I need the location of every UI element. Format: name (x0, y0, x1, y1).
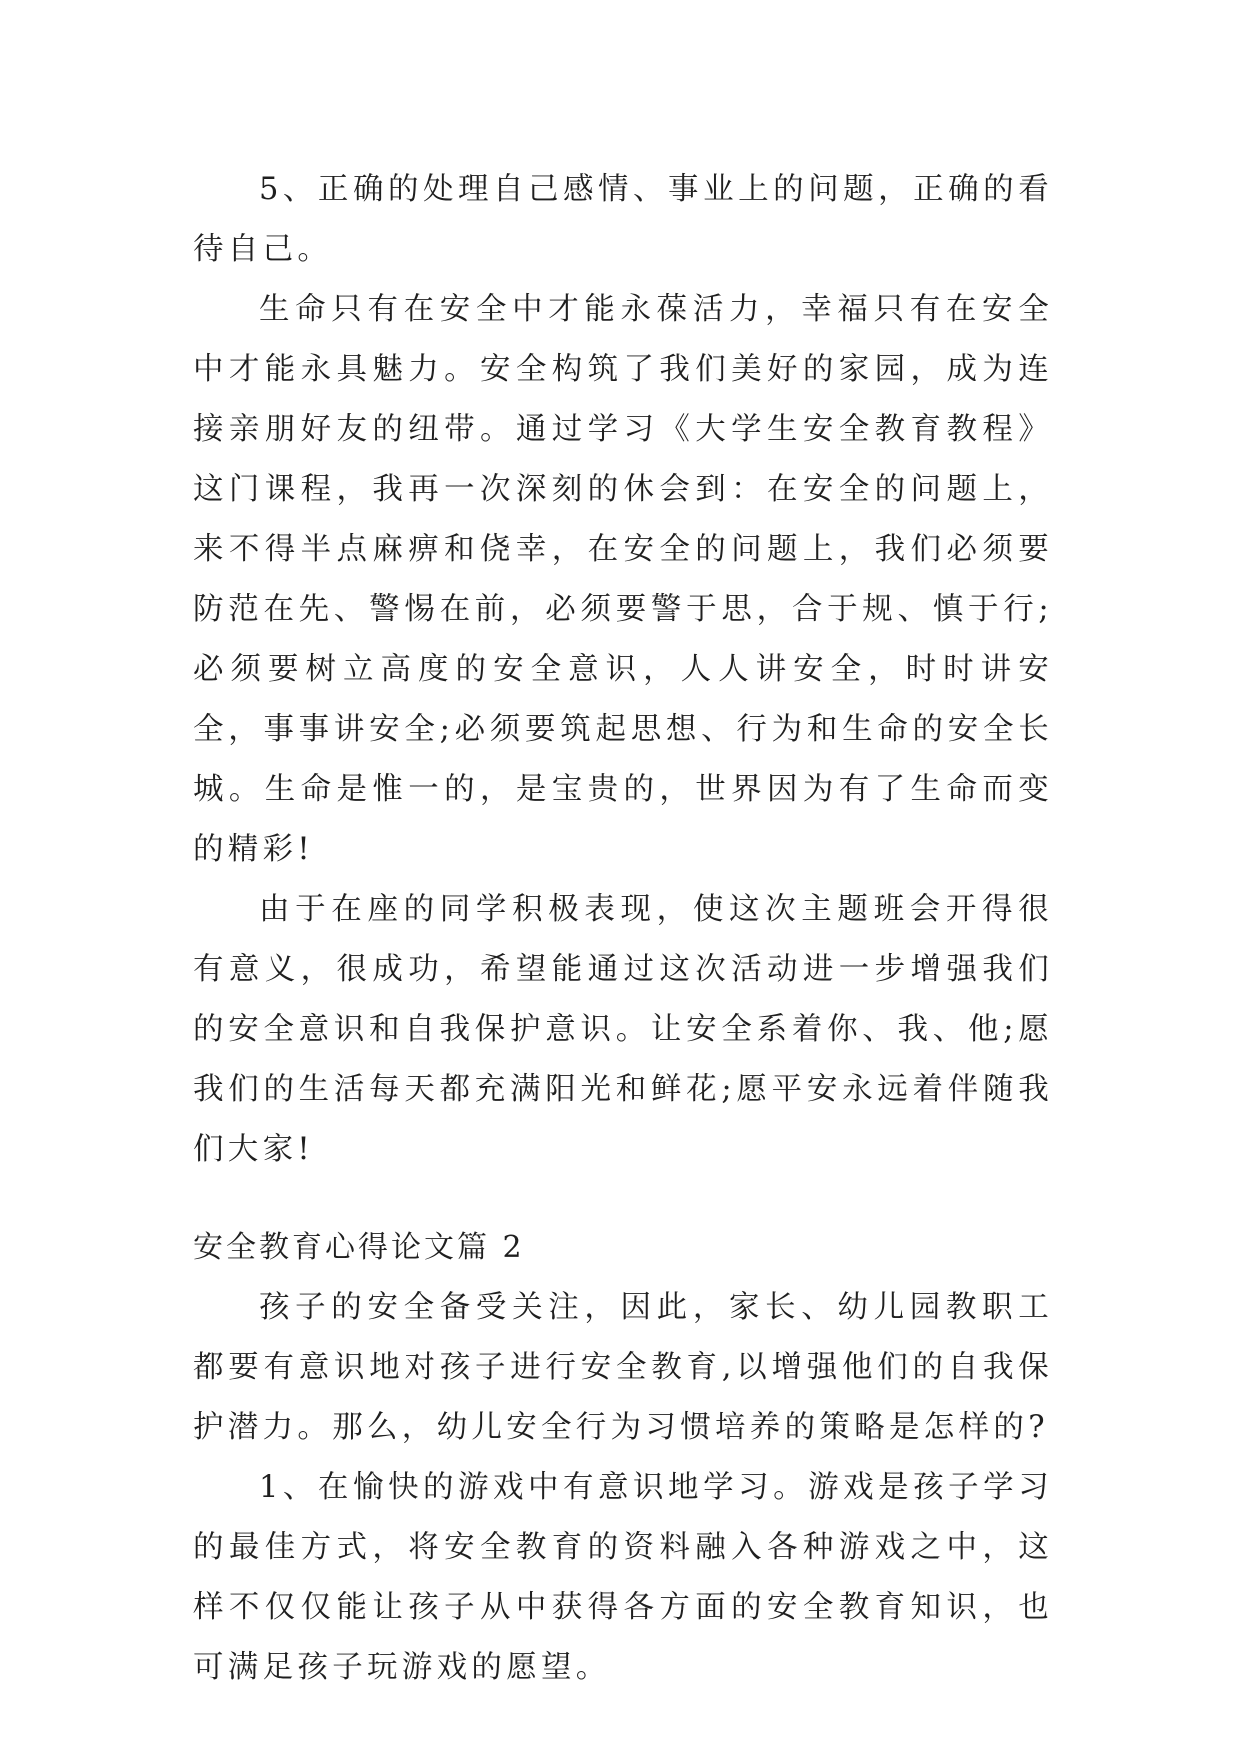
paragraph-class-meeting: 由于在座的同学积极表现，使这次主题班会开得很有意义，很成功，希望能通过这次活动进一步增强我们的安全意识和自我保护意识。让安全系着你、我、他;愿我们的生活每天都充满阳光和鲜花;愿平安永远着伴随我们大家! (193, 892, 1053, 1167)
paragraph-life-safety: 生命只有在安全中才能永葆活力，幸福只有在安全中才能永具魅力。安全构筑了我们美好的家园，成为连接亲朋好友的纽带。通过学习《大学生安全教育教程》这门课程，我再一次深刻的休会到：在安全的问题上，来不得半点麻痹和侥幸，在安全的问题上，我们必须要防范在先、警惕在前，必须要警于思，合于规、慎于行;必须要树立高度的安全意识，人人讲安全，时时讲安全，事事讲安全;必须要筑起思想、行为和生命的安全长城。生命是惟一的，是宝贵的，世界因为有了生命而变的精彩! (193, 292, 1053, 867)
paragraph-item-5: 5、正确的处理自己感情、事业上的问题，正确的看待自己。 (193, 172, 1053, 267)
paragraph-child-safety: 孩子的安全备受关注，因此，家长、幼儿园教职工都要有意识地对孩子进行安全教育,以增强他们的自我保护潜力。那么，幼儿安全行为习惯培养的策略是怎样的? (193, 1290, 1053, 1445)
section-heading: 安全教育心得论文篇 2 (193, 1230, 525, 1265)
document-page (193, 160, 1053, 1698)
paragraph-item-1: 1、在愉快的游戏中有意识地学习。游戏是孩子学习的最佳方式，将安全教育的资料融入各种游戏之中，这样不仅仅能让孩子从中获得各方面的安全教育知识，也可满足孩子玩游戏的愿望。 (193, 1470, 1053, 1685)
